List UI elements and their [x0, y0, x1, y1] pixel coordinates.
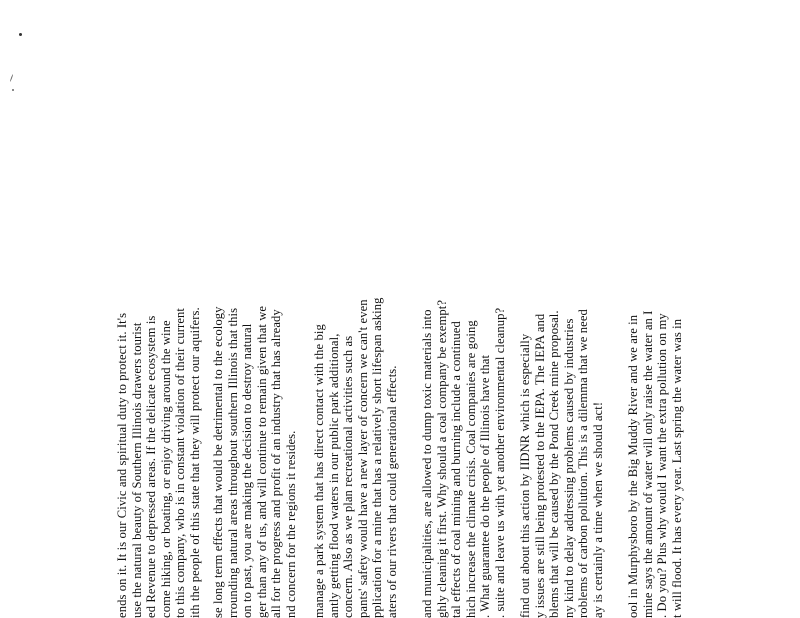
- text-line: . Do you? Plus why would I want the extra pollution on my: [655, 313, 669, 618]
- text-line: y issues are still being protested to the IEPA. The IEPA and: [532, 313, 547, 618]
- text-line: hich increase the climate crisis. Coal companies are going: [463, 320, 478, 618]
- text-line: and municipalities, are allowed to dump toxic materials into: [420, 309, 434, 618]
- text-line: mine says the amount of water will only raise the water an I: [640, 310, 655, 618]
- text-line: t will flood. It has every year. Last spring the water was in: [669, 318, 684, 618]
- text-line: concern. Also as we plan recreational activities such as: [341, 335, 355, 618]
- text-line: on to past, you are making the decision to destroy natural: [240, 323, 254, 618]
- text-line: ghly cleaning it first. Why should a coal company be exempt?: [434, 299, 449, 618]
- text-line: ends on it. It is our Civic and spiritual duty to protect it. It's: [115, 312, 129, 618]
- text-line: . suite and leave us with yet another environmental cleanup?: [492, 307, 507, 618]
- text-line: come hiking, or boating, or enjoy driving around the wine: [158, 320, 173, 618]
- text-line: ith the people of this state that they will protect our aquifers.: [187, 307, 202, 618]
- text-line: . What guarantee do the people of Illinois have that: [478, 354, 492, 618]
- text-line: pplication for a mine that has a relatively short lifespan asking: [370, 297, 384, 618]
- paragraph-1: [115, 0, 202, 618]
- text-line: nd concern for the regions it resides.: [283, 430, 298, 618]
- text-line: se long term effects that would be detrimental to the ecology: [211, 306, 225, 618]
- paragraph-2: [211, 0, 298, 618]
- text-line: ool in Murphysboro by the Big Muddy River and we are in: [626, 314, 640, 618]
- text-line: blems that will be caused by the Pond Creek mine proposal.: [547, 310, 561, 618]
- text-line: ger than any of us, and will continue to remain given that we: [254, 305, 269, 618]
- text-line: manage a park system that has direct contact with the big: [312, 324, 326, 618]
- text-line: ed Revenue to depressed areas. If the delicate ecosystem is: [144, 315, 158, 618]
- paragraph-5: [518, 0, 605, 618]
- text-line: to this company, who is in constant violation of their current: [173, 307, 187, 618]
- text-line: rrounding natural areas throughout southern Illinois that this: [225, 307, 240, 618]
- paragraph-3: [312, 0, 399, 618]
- paragraph-6: [626, 0, 684, 618]
- text-line: aters of our rivers that could generational effects.: [384, 365, 399, 618]
- paragraph-4: [420, 0, 507, 618]
- text-line: ay is certainly a time when we should act!: [590, 401, 605, 618]
- text-line: use the natural beauty of Southern Illinois drawers tourist: [129, 322, 144, 618]
- text-line: antly getting flood waters in our public park additional,: [326, 333, 341, 618]
- text-line: find out about this action by IIDNR which is especially: [518, 333, 532, 618]
- text-line: roblems of carbon pollution. This is a dilemma that we need: [576, 309, 590, 618]
- text-line: tal effects of coal mining and burning include a continued: [449, 321, 463, 618]
- text-line: ny kind to delay addressing problems caused by industries: [561, 318, 576, 618]
- text-line: all for the progress and profit of an industry that has already: [269, 309, 283, 618]
- text-line: pants' safety would have a new layer of concern we can't even: [355, 299, 370, 618]
